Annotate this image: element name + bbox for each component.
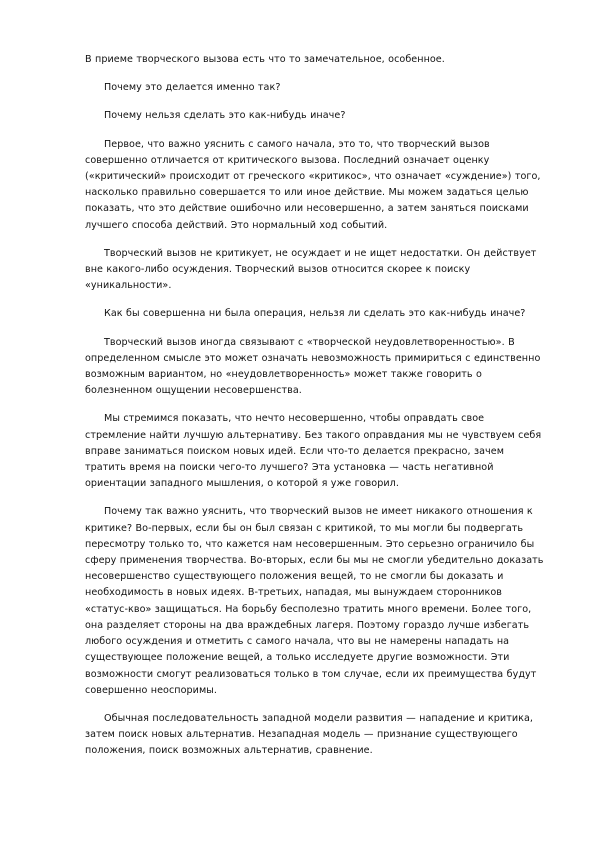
paragraph-uniqueness: Творческий вызов не критикует, не осуждает и не ищет недостатки. Он действует вне какого-либо осуждения. Творческий вызов относится скорее к поиску «уникальности». [85,247,537,292]
paragraph-justification: Мы стремимся показать, что нечто несовершенно, чтобы оправдать свое стремление найти лучшую альтернативу. Без такого оправдания мы не чувствуем себя вправе заниматься поиском новых идей. Если что-то делается прекрасно, зачем тратить время на поиски чего-то лучшего? Эта установка — часть негативной ориентации западного мышления, о которой я уже говорил. [85,413,542,490]
paragraph-creative-vs-critical: Первое, что важно уяснить с самого начала, это то, что творческий вызов совершенно отличается от критического вызова. Последний означает оценку («критический» происходит от греческого «критикос», что означает «суждение») того, насколько правильно совершается то или иное действие. Мы можем задаться целью показать, что это действие ошибочно или несовершенно, а затем заняться поисками лучшего способа действий. Это нормальный ход событий. [85,138,541,231]
paragraph-question-otherwise: Почему нельзя сделать это как-нибудь иначе? [104,110,346,122]
paragraph-question-why: Почему это делается именно так? [104,82,281,94]
paragraph-dissatisfaction: Творческий вызов иногда связывают с «творческой неудовлетворенностью». В определенном смысле это может означать невозможность примириться с единственно возможным вариантом, но «неудовлетворенность» может также говорить о болезненном ощущении несовершенства. [85,336,541,397]
paragraph-why-not-criticism: Почему так важно уяснить, что творческий вызов не имеет никакого отношения к критике? Во-первых, если бы он был связан с критикой, то мы могли бы подвергать пересмотру только то, что кажется нам несовершенным. Это серьезно ограничило бы сферу применения творчества. Во-вторых, если бы мы не смогли убедительно доказать несовершенство существующего положения вещей, то не смогли бы доказать и необходимость в новых идеях. В-третьих, нападая, мы вынуждаем сторонников «статус-кво» защищаться. На борьбу бесполезно тратить много времени. Более того, она разделяет стороны на два враждебных лагеря. Поэтому гораздо лучше избегать любого осуждения и отметить с самого начала, что вы не намерены нападать на существующее положение вещей, а только исследуете другие возможности. Эти возможности смогут реализоваться только в том случае, если их преимущества будут совершенно неоспоримы. [85,506,544,696]
paragraph-intro: В приеме творческого вызова есть что то замечательное, особенное. [85,54,445,65]
paragraph-perfect-operation: Как бы совершенна ни была операция, нельзя ли сделать это как-нибудь иначе? [104,308,526,320]
document-body [85,52,545,772]
paragraph-western-model: Обычная последовательность западной модели развития — нападение и критика, затем поиск новых альтернатив. Незападная модель — признание существующего положения, поиск возможных альтернатив, сравнение. [85,712,534,757]
